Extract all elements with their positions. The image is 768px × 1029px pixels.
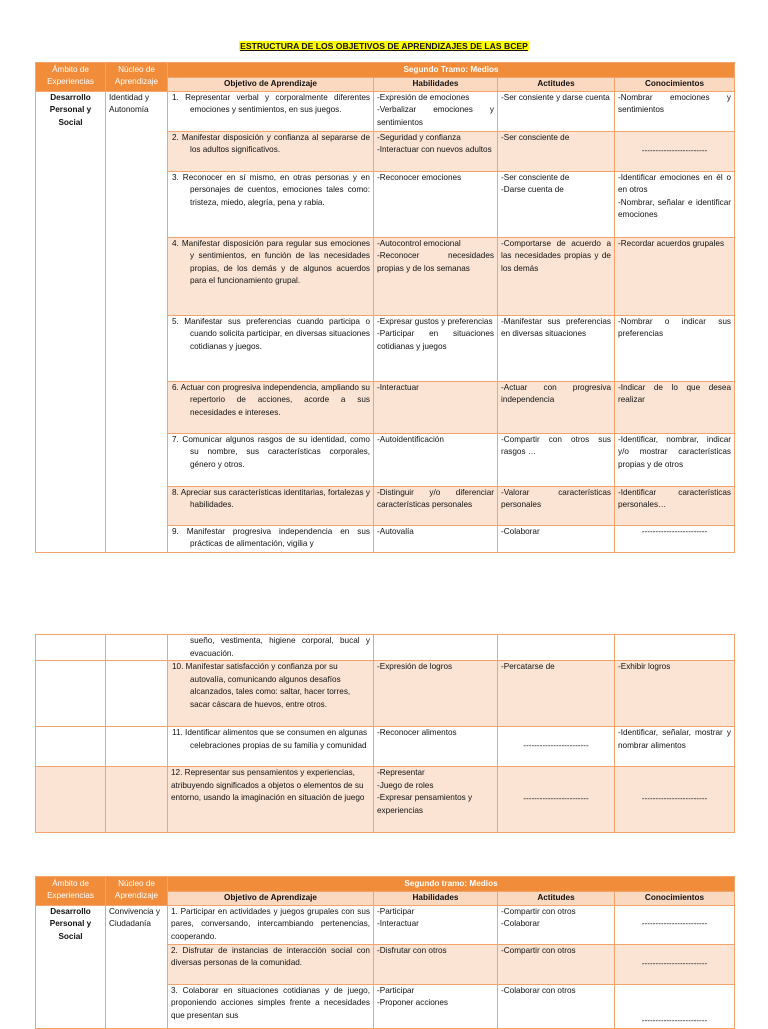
actitudes-cell: -Ser consciente de <box>498 131 615 171</box>
actitudes-cell: -Compartir con otros <box>498 944 615 984</box>
actitudes-cell: -Compartir con otros sus rasgos … <box>498 433 615 486</box>
conocimientos-cell: ------------------------ <box>615 984 735 1028</box>
objetivo-cell: 7. Comunicar algunos rasgos de su identidad, como su nombre, sus características corporales, género y otros. <box>168 433 374 486</box>
conocimientos-cell: ------------------------ <box>615 905 735 944</box>
objetivo-cell: 2. Disfrutar de instancias de interacción social con diversas personas de la comunidad. <box>168 944 374 984</box>
habilidades-cell: -Expresión de logros <box>374 661 498 727</box>
header-actitudes: Actitudes <box>498 892 615 906</box>
conocimientos-cell: -Identificar características personales… <box>615 486 735 525</box>
header-nucleo: Núcleo de Aprendizaje <box>106 63 168 92</box>
table-row <box>36 635 735 661</box>
nucleo-cell: Convivencia y Ciudadanía <box>106 905 168 1028</box>
objectives-table-convivencia <box>35 876 735 1029</box>
habilidades-cell: -Participar -Proponer acciones <box>374 984 498 1028</box>
conocimientos-cell: -Exhibir logros <box>615 661 735 727</box>
table-row <box>36 91 735 131</box>
conocimientos-cell: -Indicar de lo que desea realizar <box>615 381 735 433</box>
conocimientos-cell: ------------------------ <box>615 767 735 833</box>
objetivo-cell: 1. Participar en actividades y juegos grupales con sus pares, conversando, intercambiando pertenencias, cooperando. <box>168 905 374 944</box>
conocimientos-cell: -Identificar, señalar, mostrar y nombrar alimentos <box>615 727 735 767</box>
actitudes-cell: -Colaborar <box>498 525 615 552</box>
ambito-cell: Desarrollo Personal y Social <box>36 91 106 552</box>
actitudes-cell: ------------------------ <box>498 727 615 767</box>
objetivo-cell: 2. Manifestar disposición y confianza al separarse de los adultos significativos. <box>168 131 374 171</box>
nucleo-cell <box>106 661 168 727</box>
header-conocimientos: Conocimientos <box>615 78 735 92</box>
habilidades-cell: -Autoidentificación <box>374 433 498 486</box>
actitudes-cell: -Actuar con progresiva independencia <box>498 381 615 433</box>
table-row <box>36 727 735 767</box>
conocimientos-cell: ------------------------ <box>615 944 735 984</box>
nucleo-cell <box>106 767 168 833</box>
table-row <box>36 905 735 944</box>
ambito-cell <box>36 635 106 661</box>
objectives-table-identidad <box>35 62 735 553</box>
header-objetivo: Objetivo de Aprendizaje <box>168 892 374 906</box>
objetivo-cell: 8. Apreciar sus características identitarias, fortalezas y habilidades. <box>168 486 374 525</box>
objetivo-cell: sueño, vestimenta, higiene corporal, bucal y evacuación. <box>168 635 374 661</box>
actitudes-cell: ------------------------ <box>498 767 615 833</box>
header-objetivo: Objetivo de Aprendizaje <box>168 78 374 92</box>
habilidades-cell: -Representar -Juego de roles -Expresar pensamientos y experiencias <box>374 767 498 833</box>
habilidades-cell: -Disfrutar con otros <box>374 944 498 984</box>
objetivo-cell: 5. Manifestar sus preferencias cuando participa o cuando solicita participar, en diversas situaciones cotidianas y juegos. <box>168 315 374 381</box>
conocimientos-cell: -Nombrar emociones y sentimientos <box>615 91 735 131</box>
actitudes-cell: -Ser consiente y darse cuenta <box>498 91 615 131</box>
header-conocimientos: Conocimientos <box>615 892 735 906</box>
header-habilidades: Habilidades <box>374 78 498 92</box>
conocimientos-cell: ------------------------ <box>615 131 735 171</box>
objetivo-cell: 9. Manifestar progresiva independencia en sus prácticas de alimentación, vigilia y <box>168 525 374 552</box>
actitudes-cell: -Comportarse de acuerdo a las necesidades propias y de los demás <box>498 237 615 315</box>
habilidades-cell: -Autocontrol emocional -Reconocer necesidades propias y de los semanas <box>374 237 498 315</box>
actitudes-cell: -Valorar características personales <box>498 486 615 525</box>
ambito-cell <box>36 727 106 767</box>
actitudes-cell: -Manifestar sus preferencias en diversas situaciones <box>498 315 615 381</box>
objetivo-cell: 3. Reconocer en sí mismo, en otras personas y en personajes de cuentos, emociones tales como: tristeza, miedo, alegría, pena y rabia. <box>168 171 374 237</box>
header-tramo: Segundo tramo: Medios <box>168 877 735 892</box>
header-habilidades: Habilidades <box>374 892 498 906</box>
actitudes-cell: -Percatarse de <box>498 661 615 727</box>
habilidades-cell: -Autovalía <box>374 525 498 552</box>
header-tramo: Segundo Tramo: Medios <box>168 63 735 78</box>
objetivo-cell: 12. Representar sus pensamientos y experiencias, atribuyendo significados a objetos o elementos de su entorno, usando la imaginación en situación de juego <box>168 767 374 833</box>
actitudes-cell: -Ser consciente de -Darse cuenta de <box>498 171 615 237</box>
habilidades-cell: -Seguridad y confianza -Interactuar con nuevos adultos <box>374 131 498 171</box>
conocimientos-cell: -Nombrar o indicar sus preferencias <box>615 315 735 381</box>
objetivo-cell: 1. Representar verbal y corporalmente diferentes emociones y sentimientos, en sus juegos. <box>168 91 374 131</box>
objetivo-cell: 11. Identificar alimentos que se consumen en algunas celebraciones propias de su familia y comunidad <box>168 727 374 767</box>
nucleo-cell <box>106 635 168 661</box>
ambito-cell <box>36 767 106 833</box>
habilidades-cell: -Reconocer alimentos <box>374 727 498 767</box>
objetivo-cell: 10. Manifestar satisfacción y confianza por su autovalía, comunicando algunos desafíos alcanzados, tales como: saltar, hacer torres, sacar cáscara de huevos, entre otros. <box>168 661 374 727</box>
header-ambito: Ámbito de Experiencias <box>36 63 106 92</box>
header-nucleo: Núcleo de Aprendizaje <box>106 877 168 906</box>
conocimientos-cell: -Recordar acuerdos grupales <box>615 237 735 315</box>
habilidades-cell: -Expresar gustos y preferencias -Participar en situaciones cotidianas y juegos <box>374 315 498 381</box>
table-row <box>36 661 735 727</box>
document-title: ESTRUCTURA DE LOS OBJETIVOS DE APRENDIZAJES DE LAS BCEP <box>240 41 528 51</box>
habilidades-cell <box>374 635 498 661</box>
nucleo-cell <box>106 727 168 767</box>
header-ambito: Ámbito de Experiencias <box>36 877 106 906</box>
habilidades-cell: -Distinguir y/o diferenciar características personales <box>374 486 498 525</box>
habilidades-cell: -Expresión de emociones -Verbalizar emociones y sentimientos <box>374 91 498 131</box>
actitudes-cell: -Compartir con otros -Colaborar <box>498 905 615 944</box>
objetivo-cell: 3. Colaborar en situaciones cotidianas y de juego, proponiendo acciones simples frente a necesidades que presentan sus <box>168 984 374 1028</box>
actitudes-cell <box>498 635 615 661</box>
conocimientos-cell <box>615 635 735 661</box>
actitudes-cell: -Colaborar con otros <box>498 984 615 1028</box>
header-actitudes: Actitudes <box>498 78 615 92</box>
habilidades-cell: -Interactuar <box>374 381 498 433</box>
objetivo-cell: 4. Manifestar disposición para regular sus emociones y sentimientos, en función de las necesidades propias, de los demás y de algunos acuerdos para el funcionamiento grupal. <box>168 237 374 315</box>
habilidades-cell: -Participar -Interactuar <box>374 905 498 944</box>
nucleo-cell: Identidad y Autonomía <box>106 91 168 552</box>
objectives-table-continuation <box>35 634 735 833</box>
habilidades-cell: -Reconocer emociones <box>374 171 498 237</box>
ambito-cell <box>36 661 106 727</box>
ambito-cell: Desarrollo Personal y Social <box>36 905 106 1028</box>
table-row <box>36 767 735 833</box>
conocimientos-cell: -Identificar emociones en él o en otros -Nombrar, señalar e identificar emociones <box>615 171 735 237</box>
conocimientos-cell: ------------------------ <box>615 525 735 552</box>
conocimientos-cell: -Identificar, nombrar, indicar y/o mostrar características propias y de otros <box>615 433 735 486</box>
objetivo-cell: 6. Actuar con progresiva independencia, ampliando su repertorio de acciones, acorde a sus necesidades e intereses. <box>168 381 374 433</box>
